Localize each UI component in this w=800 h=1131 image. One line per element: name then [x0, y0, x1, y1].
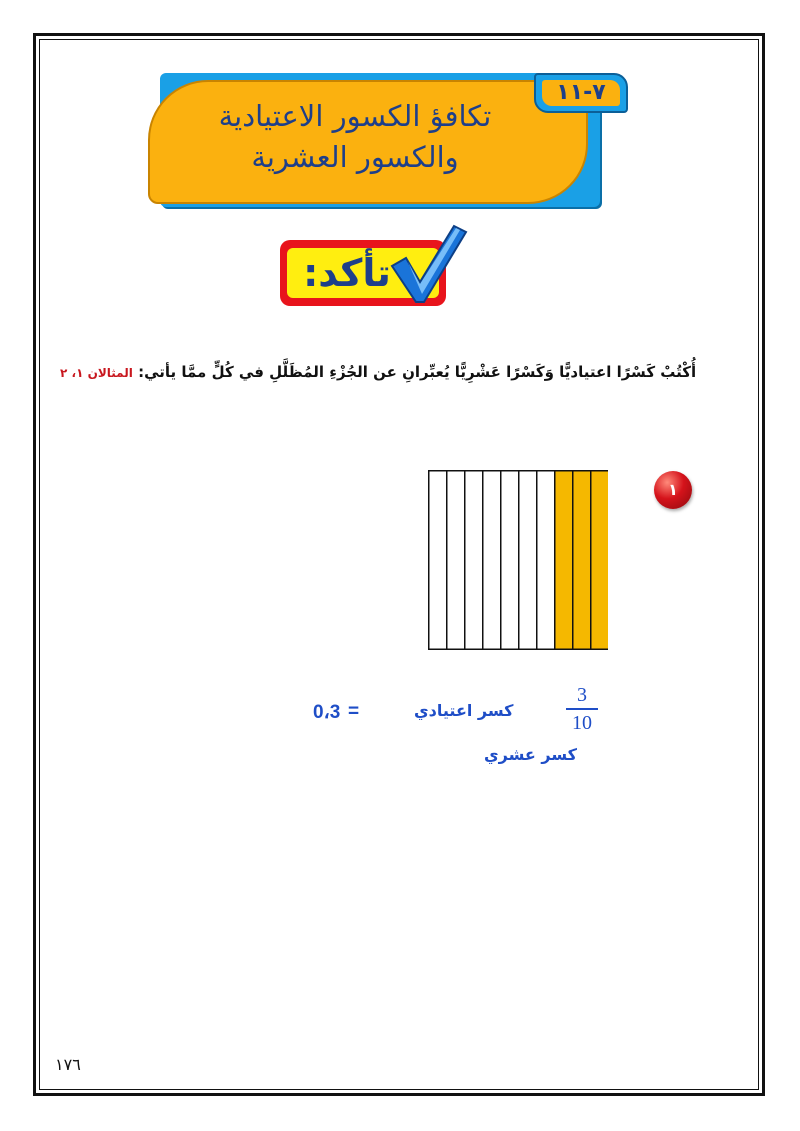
page-number: ١٧٦ [55, 1055, 81, 1074]
strip-part [447, 471, 465, 650]
decimal-fraction-label: كسر عشري [484, 745, 577, 764]
strip-part-shaded [591, 471, 608, 650]
exercise-instruction [60, 363, 700, 381]
check-heading-label: تأكد: [303, 251, 391, 295]
strip-part [537, 471, 555, 650]
equals-sign: = [348, 701, 360, 722]
strip-part [429, 471, 447, 650]
lesson-title-line-1: تكافؤ الكسور الاعتيادية [218, 99, 492, 133]
strip-part [519, 471, 537, 650]
strip-part [501, 471, 519, 650]
checkmark-icon [388, 220, 468, 306]
instruction-reference: المثالان ١، ٢ [60, 366, 133, 380]
strip-part [465, 471, 483, 650]
common-fraction-label: كسر اعتيادي [414, 701, 514, 720]
fraction-denominator: 10 [572, 711, 592, 734]
lesson-number-badge [534, 73, 628, 113]
fraction-bar [566, 708, 598, 710]
common-fraction [566, 684, 598, 734]
lesson-title-line-2: والكسور العشرية [251, 140, 459, 174]
strip-part [483, 471, 501, 650]
fraction-numerator: 3 [577, 684, 587, 706]
lesson-title [170, 96, 540, 178]
decimal-fraction: 0،3 [313, 702, 341, 723]
tenths-strip-model [428, 470, 608, 650]
lesson-number: ٧-١١ [542, 80, 620, 106]
strip-part-shaded [555, 471, 573, 650]
item-number-badge: ١ [654, 471, 692, 509]
instruction-text: أُكْتُبْ كَسْرًا اعتياديًّا وَكَسْرًا عَشْرِيًّا يُعبِّرانِ عن الجُزْءِ المُظَلَّلِ في كُلٍّ ممَّا يأتي: [138, 363, 697, 381]
strip-part-shaded [573, 471, 591, 650]
